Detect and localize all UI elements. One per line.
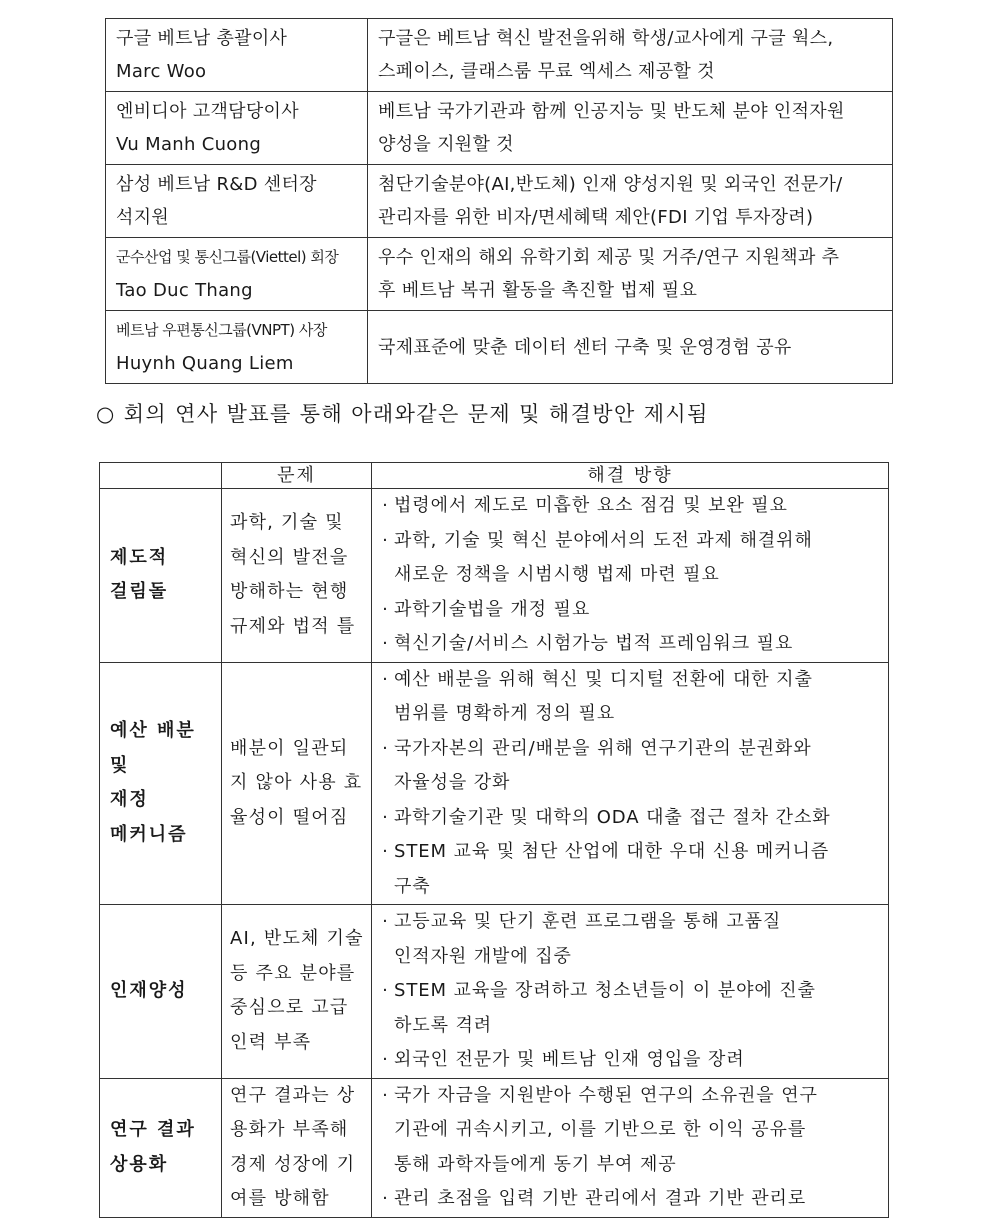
direction-line: 하도록 격려: [394, 1014, 493, 1036]
header-direction: 해결 방향: [372, 463, 889, 489]
circle-bullet-icon: ○: [96, 402, 116, 426]
category-line: 연구 결과: [110, 1119, 196, 1140]
speaker-row: [106, 19, 893, 92]
problem-line: 여를 방해함: [230, 1188, 330, 1209]
direction-line: 법령에서 제도로 미흡한 요소 점검 및 보완 필요: [394, 495, 788, 516]
issue-directions: [372, 1078, 889, 1217]
issue-directions: [372, 905, 889, 1079]
middle-dot-icon: ·: [382, 806, 388, 828]
direction-item: [376, 524, 882, 593]
category-line: 메커니즘: [110, 823, 188, 845]
middle-dot-icon: ·: [382, 495, 388, 516]
problem-line: 용화가 부족해: [230, 1119, 349, 1140]
direction-line: 관리 초점을 입력 기반 관리에서 결과 기반 관리로: [394, 1188, 807, 1209]
speaker-statement-cell: [368, 165, 893, 238]
problem-line: 중심으로 고급: [230, 997, 349, 1019]
direction-line: 기관에 귀속시키고, 이를 기반으로 한 이익 공유를: [394, 1119, 807, 1140]
category-line: 걸림돌: [110, 581, 169, 603]
direction-line: 구축: [394, 875, 431, 897]
speaker-role: 엔비디아 고객담당이사: [116, 101, 299, 122]
problem-line: AI, 반도체 기술: [230, 928, 364, 950]
direction-line: 예산 배분을 위해 혁신 및 디지털 전환에 대한 지출: [394, 668, 813, 690]
speaker-statement-cell: [368, 92, 893, 165]
direction-line: 혁신기술/서비스 시험가능 법적 프레임워크 필요: [394, 633, 794, 654]
direction-item: [376, 593, 882, 628]
direction-item: [376, 489, 882, 524]
direction-line: 과학, 기술 및 혁신 분야에서의 도전 과제 해결위해: [394, 529, 813, 551]
problem-line: 등 주요 분야를: [230, 962, 356, 984]
middle-dot-icon: ·: [382, 598, 388, 620]
category-line: 인재양성: [110, 980, 188, 1001]
statement-line: 관리자를 위한 비자/면세혜택 제안(FDI 기업 투자장려): [378, 207, 814, 228]
statement-line: 첨단기술분야(AI,반도체) 인재 양성지원 및 외국인 전문가/: [378, 174, 843, 195]
speaker-statement-cell: [368, 311, 893, 384]
middle-dot-icon: ·: [382, 1049, 388, 1070]
speaker-row: [106, 165, 893, 238]
issue-category: [100, 662, 222, 905]
issue-row: [100, 905, 889, 1079]
middle-dot-icon: ·: [382, 911, 388, 932]
speaker-name: Tao Duc Thang: [116, 280, 253, 301]
direction-item: [376, 663, 882, 732]
speaker-statement-cell: [368, 238, 893, 311]
middle-dot-icon: ·: [382, 980, 388, 1001]
middle-dot-icon: ·: [382, 1188, 388, 1209]
speaker-name: Vu Manh Cuong: [116, 134, 262, 155]
section-heading: [96, 398, 709, 428]
middle-dot-icon: ·: [382, 1084, 388, 1106]
category-line: 및: [110, 754, 130, 776]
statement-line: 구글은 베트남 혁신 발전을위해 학생/교사에게 구글 웍스,: [378, 28, 834, 49]
issue-category: [100, 905, 222, 1079]
direction-line: STEM 교육 및 첨단 산업에 대한 우대 신용 메커니즘: [394, 841, 830, 862]
direction-item: [376, 835, 882, 904]
speaker-person-cell: [106, 238, 368, 311]
statement-line: 우수 인재의 해외 유학기회 제공 및 거주/연구 지원책과 추: [378, 247, 840, 268]
statement-line: 후 베트남 복귀 활동을 촉진할 법제 필요: [378, 280, 698, 301]
category-line: 재정: [110, 789, 149, 811]
issue-row: [100, 662, 889, 905]
statement-line: 국제표준에 맞춘 데이터 센터 구축 및 운영경험 공유: [378, 336, 792, 358]
middle-dot-icon: ·: [382, 529, 388, 551]
speaker-person-cell: [106, 165, 368, 238]
statement-line: 스페이스, 클래스룸 무료 엑세스 제공할 것: [378, 61, 715, 82]
direction-item: [376, 627, 882, 662]
issue-problem: [222, 662, 372, 905]
problem-line: 율성이 떨어짐: [230, 806, 349, 828]
issue-problem: [222, 1078, 372, 1217]
middle-dot-icon: ·: [382, 668, 388, 690]
direction-item: [376, 1043, 882, 1078]
speaker-person-cell: [106, 311, 368, 384]
category-line: 상용화: [110, 1153, 169, 1175]
speaker-row: [106, 238, 893, 311]
problem-line: 배분이 일관되: [230, 737, 349, 759]
category-line: 제도적: [110, 546, 169, 568]
direction-line: 범위를 명확하게 정의 필요: [394, 703, 616, 724]
direction-line: 과학기술법을 개정 필요: [394, 598, 591, 620]
middle-dot-icon: ·: [382, 633, 388, 654]
problem-line: 인력 부족: [230, 1031, 312, 1053]
direction-item: [376, 974, 882, 1043]
direction-line: 새로운 정책을 시범시행 법제 마련 필요: [394, 564, 720, 585]
statement-line: 베트남 국가기관과 함께 인공지능 및 반도체 분야 인적자원: [378, 101, 845, 122]
issue-problem: [222, 489, 372, 663]
issue-directions: [372, 489, 889, 663]
direction-line: STEM 교육을 장려하고 청소년들이 이 분야에 진출: [394, 980, 816, 1001]
issue-directions: [372, 662, 889, 905]
problem-line: 방해하는 현행: [230, 581, 349, 603]
speaker-name: 석지원: [116, 207, 170, 228]
problem-line: 지 않아 사용 효: [230, 772, 363, 793]
middle-dot-icon: ·: [382, 841, 388, 862]
issue-category: [100, 1078, 222, 1217]
category-line: 예산 배분: [110, 720, 196, 742]
speaker-table: [105, 18, 893, 384]
speaker-row: [106, 92, 893, 165]
speaker-role: 베트남 우편통신그룹(VNPT) 사장: [116, 321, 327, 339]
problem-line: 연구 결과는 상: [230, 1084, 356, 1106]
problem-line: 경제 성장에 기: [230, 1153, 356, 1175]
direction-line: 통해 과학자들에게 동기 부여 제공: [394, 1153, 677, 1175]
direction-line: 과학기술기관 및 대학의 ODA 대출 접근 절차 간소화: [394, 806, 831, 828]
direction-item: [376, 1182, 882, 1217]
direction-line: 국가자본의 관리/배분을 위해 연구기관의 분권화와: [394, 737, 812, 759]
speaker-row: [106, 311, 893, 384]
direction-item: [376, 1079, 882, 1183]
speaker-role: 삼성 베트남 R&D 센터장: [116, 174, 317, 195]
speaker-person-cell: [106, 92, 368, 165]
speaker-name: Marc Woo: [116, 61, 207, 82]
direction-item: [376, 801, 882, 836]
header-problem: 문제: [222, 463, 372, 489]
issue-problem: [222, 905, 372, 1079]
issue-row: [100, 489, 889, 663]
issue-row: [100, 1078, 889, 1217]
problem-line: 혁신의 발전을: [230, 546, 349, 568]
header-blank-cell: [100, 463, 222, 489]
direction-line: 자율성을 강화: [394, 772, 511, 793]
direction-line: 인적자원 개발에 집중: [394, 945, 572, 967]
speaker-role: 구글 베트남 총괄이사: [116, 28, 288, 49]
speaker-statement-cell: [368, 19, 893, 92]
direction-item: [376, 732, 882, 801]
problem-line: 규제와 법적 틀: [230, 615, 356, 637]
issues-table: [99, 462, 889, 1218]
direction-line: 외국인 전문가 및 베트남 인재 영입을 장려: [394, 1049, 745, 1070]
speaker-role: 군수산업 및 통신그룹(Viettel) 회장: [116, 248, 339, 266]
direction-item: [376, 905, 882, 974]
speaker-person-cell: [106, 19, 368, 92]
issue-category: [100, 489, 222, 663]
problem-line: 과학, 기술 및: [230, 512, 344, 534]
statement-line: 양성을 지원할 것: [378, 134, 514, 155]
section-heading-text: 회의 연사 발표를 통해 아래와같은 문제 및 해결방안 제시됨: [123, 402, 709, 426]
direction-line: 국가 자금을 지원받아 수행된 연구의 소유권을 연구: [394, 1084, 818, 1106]
direction-line: 고등교육 및 단기 훈련 프로그램을 통해 고품질: [394, 911, 782, 932]
issues-header-row: [100, 463, 889, 489]
middle-dot-icon: ·: [382, 737, 388, 759]
speaker-name: Huynh Quang Liem: [116, 353, 294, 374]
